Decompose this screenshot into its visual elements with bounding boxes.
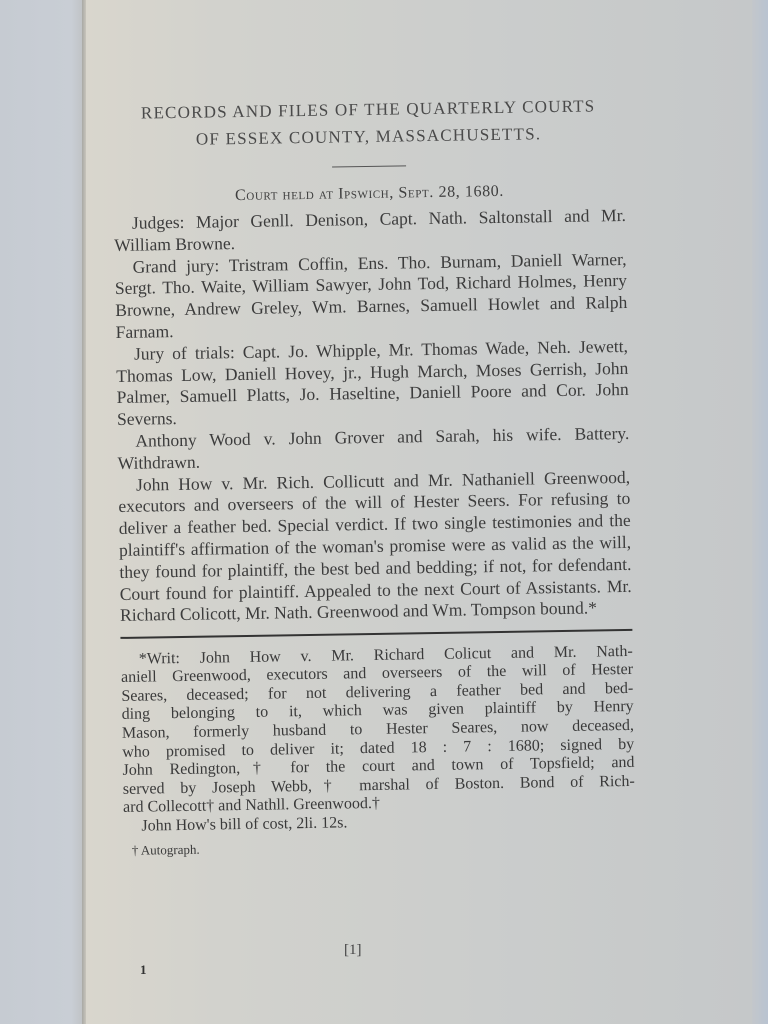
footnote-line: who promised to deliver it; dated 18 : 7 : 1680; signed by (122, 735, 635, 761)
paragraph-how-v-collicutt: John How v. Mr. Rich. Collicutt and Mr. Nathaniell Greenwood, executors and overseers of the will of Hester Seers. For refusing to deliver a feather bed. Special verdict. If two single testimonies and the plaintiff's affirmation of the woman's promise were as valid as the will, they found for plaintiff, the best bed and bedding; if not, for defendant. Court found for plaintiff. Appealed to the next Court of Assistants. Mr. Richard Colicott, Mr. Nath. Greenwood and Wm. Tompson bound.* (118, 466, 632, 626)
footnote-line: *Writ: John How v. Mr. Richard Colicut and Mr. Nath- (138, 642, 633, 668)
session-heading (113, 181, 625, 207)
facing-page (0, 0, 84, 1024)
footnote-autograph-note: † Autograph. (131, 841, 200, 858)
footnote-line: John Redington,† for the court and town of Topsfield; and (122, 754, 635, 780)
footnote-line: aniell Greenwood, executors and overseers of the will of Hester (120, 661, 634, 687)
footnote-line: served by Joseph Webb,† marshal of Boston. Bond of Rich- (122, 772, 635, 798)
paragraph-jury-of-trials: Jury of trials: Capt. Jo. Whipple, Mr. Thomas Wade, Neh. Jewett, Thomas Low, Daniell Hovey, jr., Hugh March, Moses Gerrish, John Palmer, Samuell Platts, Jo. Haseltine, Daniell Poore and Cor. John Severns. (116, 335, 629, 430)
signature-mark: 1 (140, 962, 147, 977)
paragraph-wood-v-grover: Anthony Wood v. John Grover and Sarah, his wife. Battery. Withdrawn. (117, 422, 630, 473)
footnote-line: ard Collecott† and Nathll. Greenwood.† (122, 795, 381, 817)
paragraph-judges: Judges: Major Genll. Denison, Capt. Nath. Saltonstall and Mr. William Browne. (114, 204, 627, 255)
title-divider (332, 165, 406, 167)
footnote-line: Seares, deceased; for not delivering a feather bed and bed- (121, 679, 634, 705)
running-title-line-2: OF ESSEX COUNTY, MASSACHUSETTS. (195, 124, 542, 149)
page-edge (752, 0, 768, 1024)
footnote-bill-of-cost: John How's bill of cost, 2li. 12s. (141, 814, 348, 835)
footnote (121, 643, 636, 859)
running-title-line-1: RECORDS AND FILES OF THE QUARTERLY COURTS (140, 96, 596, 123)
footnote-divider (120, 629, 632, 639)
footnote-line: ding belonging to it, which was given plaintiff by Henry (121, 698, 634, 724)
session-heading-date: 28, 1680. (438, 182, 505, 201)
page-number: [1] (344, 942, 362, 958)
page-content (112, 92, 636, 859)
paragraph-grand-jury: Grand jury: Tristram Coffin, Ens. Tho. Burnam, Daniell Warner, Sergt. Tho. Waite, William Sawyer, John Tod, Richard Holmes, Henry Browne, Andrew Greley, Wm. Barnes, Samuell Howlet and Ralph Farnam. (114, 248, 628, 342)
footnote-line: Mason, formerly husband to Hester Seares, now deceased, (121, 716, 635, 742)
session-heading-text: Court held at Ipswich, Sept. (234, 183, 435, 205)
